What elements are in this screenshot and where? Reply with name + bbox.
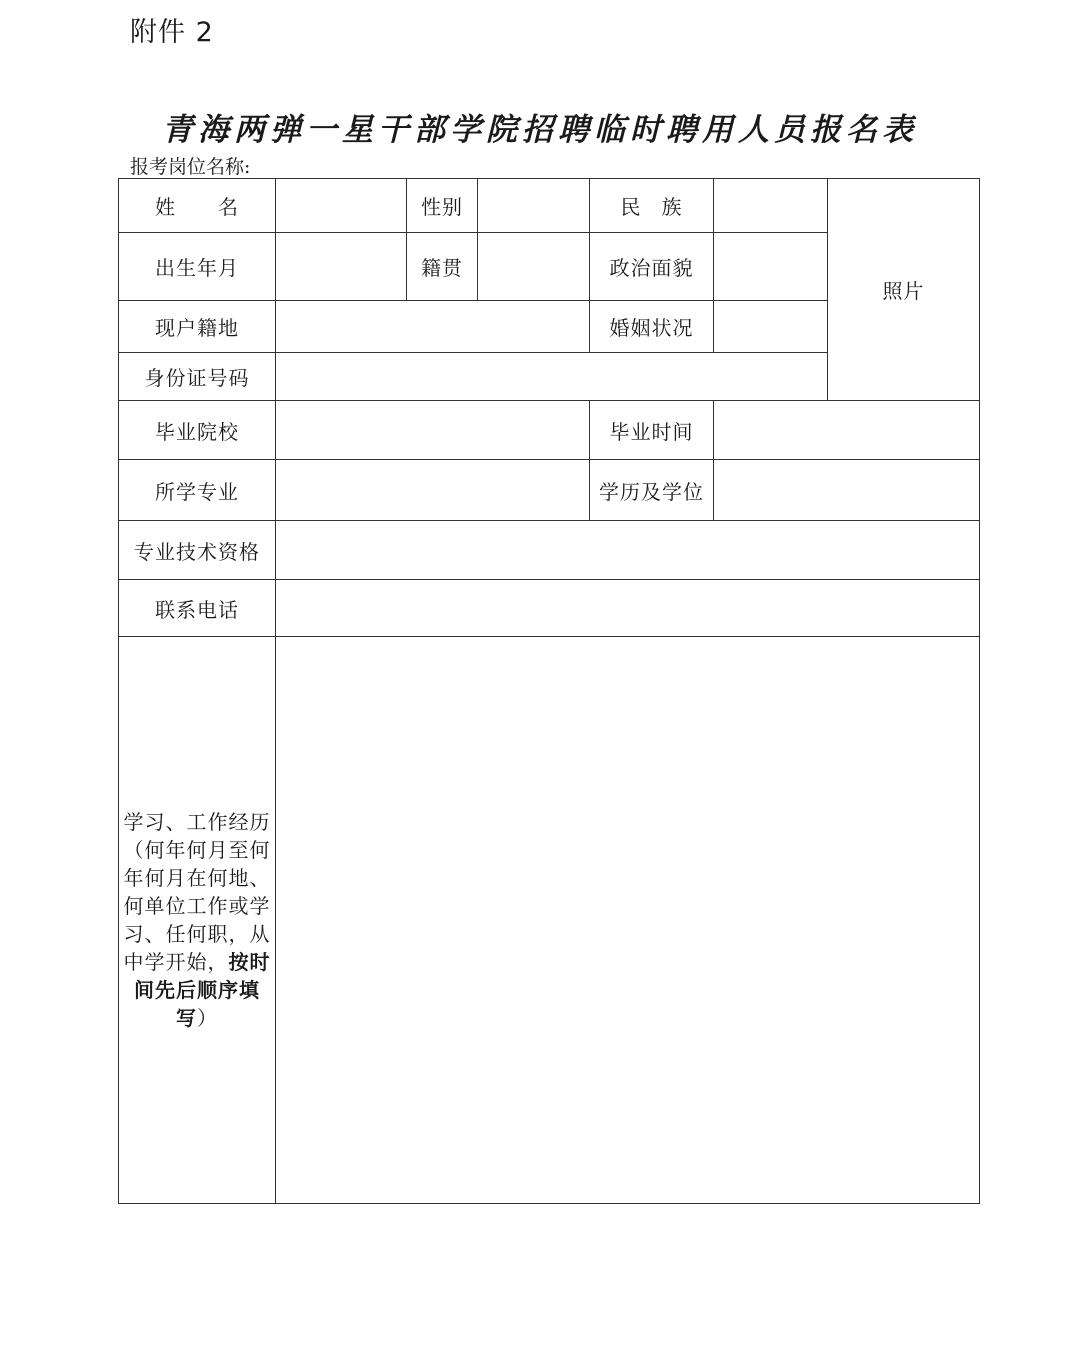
phone-label: 联系电话	[119, 580, 276, 637]
row-name	[119, 179, 980, 233]
degree-field[interactable]	[714, 460, 980, 521]
political-status-label: 政治面貌	[590, 233, 714, 301]
id-number-field[interactable]	[276, 353, 828, 401]
photo-box[interactable]: 照片	[828, 179, 980, 401]
name-label-second: 名	[218, 195, 239, 219]
school-label: 毕业院校	[119, 401, 276, 460]
ethnicity-label-cell	[590, 179, 714, 233]
gender-field[interactable]	[478, 179, 590, 233]
graduation-time-label: 毕业时间	[590, 401, 714, 460]
name-label-cell	[119, 179, 276, 233]
experience-label-end: ）	[197, 1006, 218, 1030]
qualification-field[interactable]	[276, 521, 980, 580]
experience-label-cell	[119, 637, 276, 1204]
phone-field[interactable]	[276, 580, 980, 637]
row-school	[119, 401, 980, 460]
residence-field[interactable]	[276, 301, 590, 353]
name-label-first: 姓	[155, 195, 176, 219]
id-number-label: 身份证号码	[119, 353, 276, 401]
row-experience	[119, 637, 980, 1204]
qualification-label: 专业技术资格	[119, 521, 276, 580]
native-place-field[interactable]	[478, 233, 590, 301]
school-field[interactable]	[276, 401, 590, 460]
attachment-number: 附件 2	[130, 17, 214, 48]
experience-label-text: 学习、工作经历（何年何月至何年何月在何地、何单位工作或学习、任何职，从中学开始，	[123, 810, 271, 974]
marital-status-label: 婚姻状况	[590, 301, 714, 353]
ethnicity-label-second: 族	[661, 195, 683, 219]
row-qualification	[119, 521, 980, 580]
ethnicity-field[interactable]	[714, 179, 828, 233]
name-field[interactable]	[276, 179, 407, 233]
birth-label: 出生年月	[119, 233, 276, 301]
ethnicity-label-first: 民	[620, 195, 642, 219]
experience-label-bold: 按时间先后顺序填写	[134, 950, 271, 1030]
marital-status-field[interactable]	[714, 301, 828, 353]
position-name-label: 报考岗位名称:	[130, 156, 251, 178]
gender-label: 性别	[407, 179, 478, 233]
degree-label: 学历及学位	[590, 460, 714, 521]
graduation-time-field[interactable]	[714, 401, 980, 460]
page-title: 青海两弹一星干部学院招聘临时聘用人员报名表	[162, 112, 918, 148]
row-major	[119, 460, 980, 521]
row-phone	[119, 580, 980, 637]
residence-label: 现户籍地	[119, 301, 276, 353]
experience-field[interactable]	[276, 637, 980, 1204]
major-label: 所学专业	[119, 460, 276, 521]
major-field[interactable]	[276, 460, 590, 521]
political-status-field[interactable]	[714, 233, 828, 301]
native-place-label: 籍贯	[407, 233, 478, 301]
registration-form-table	[118, 178, 980, 1204]
birth-field[interactable]	[276, 233, 407, 301]
